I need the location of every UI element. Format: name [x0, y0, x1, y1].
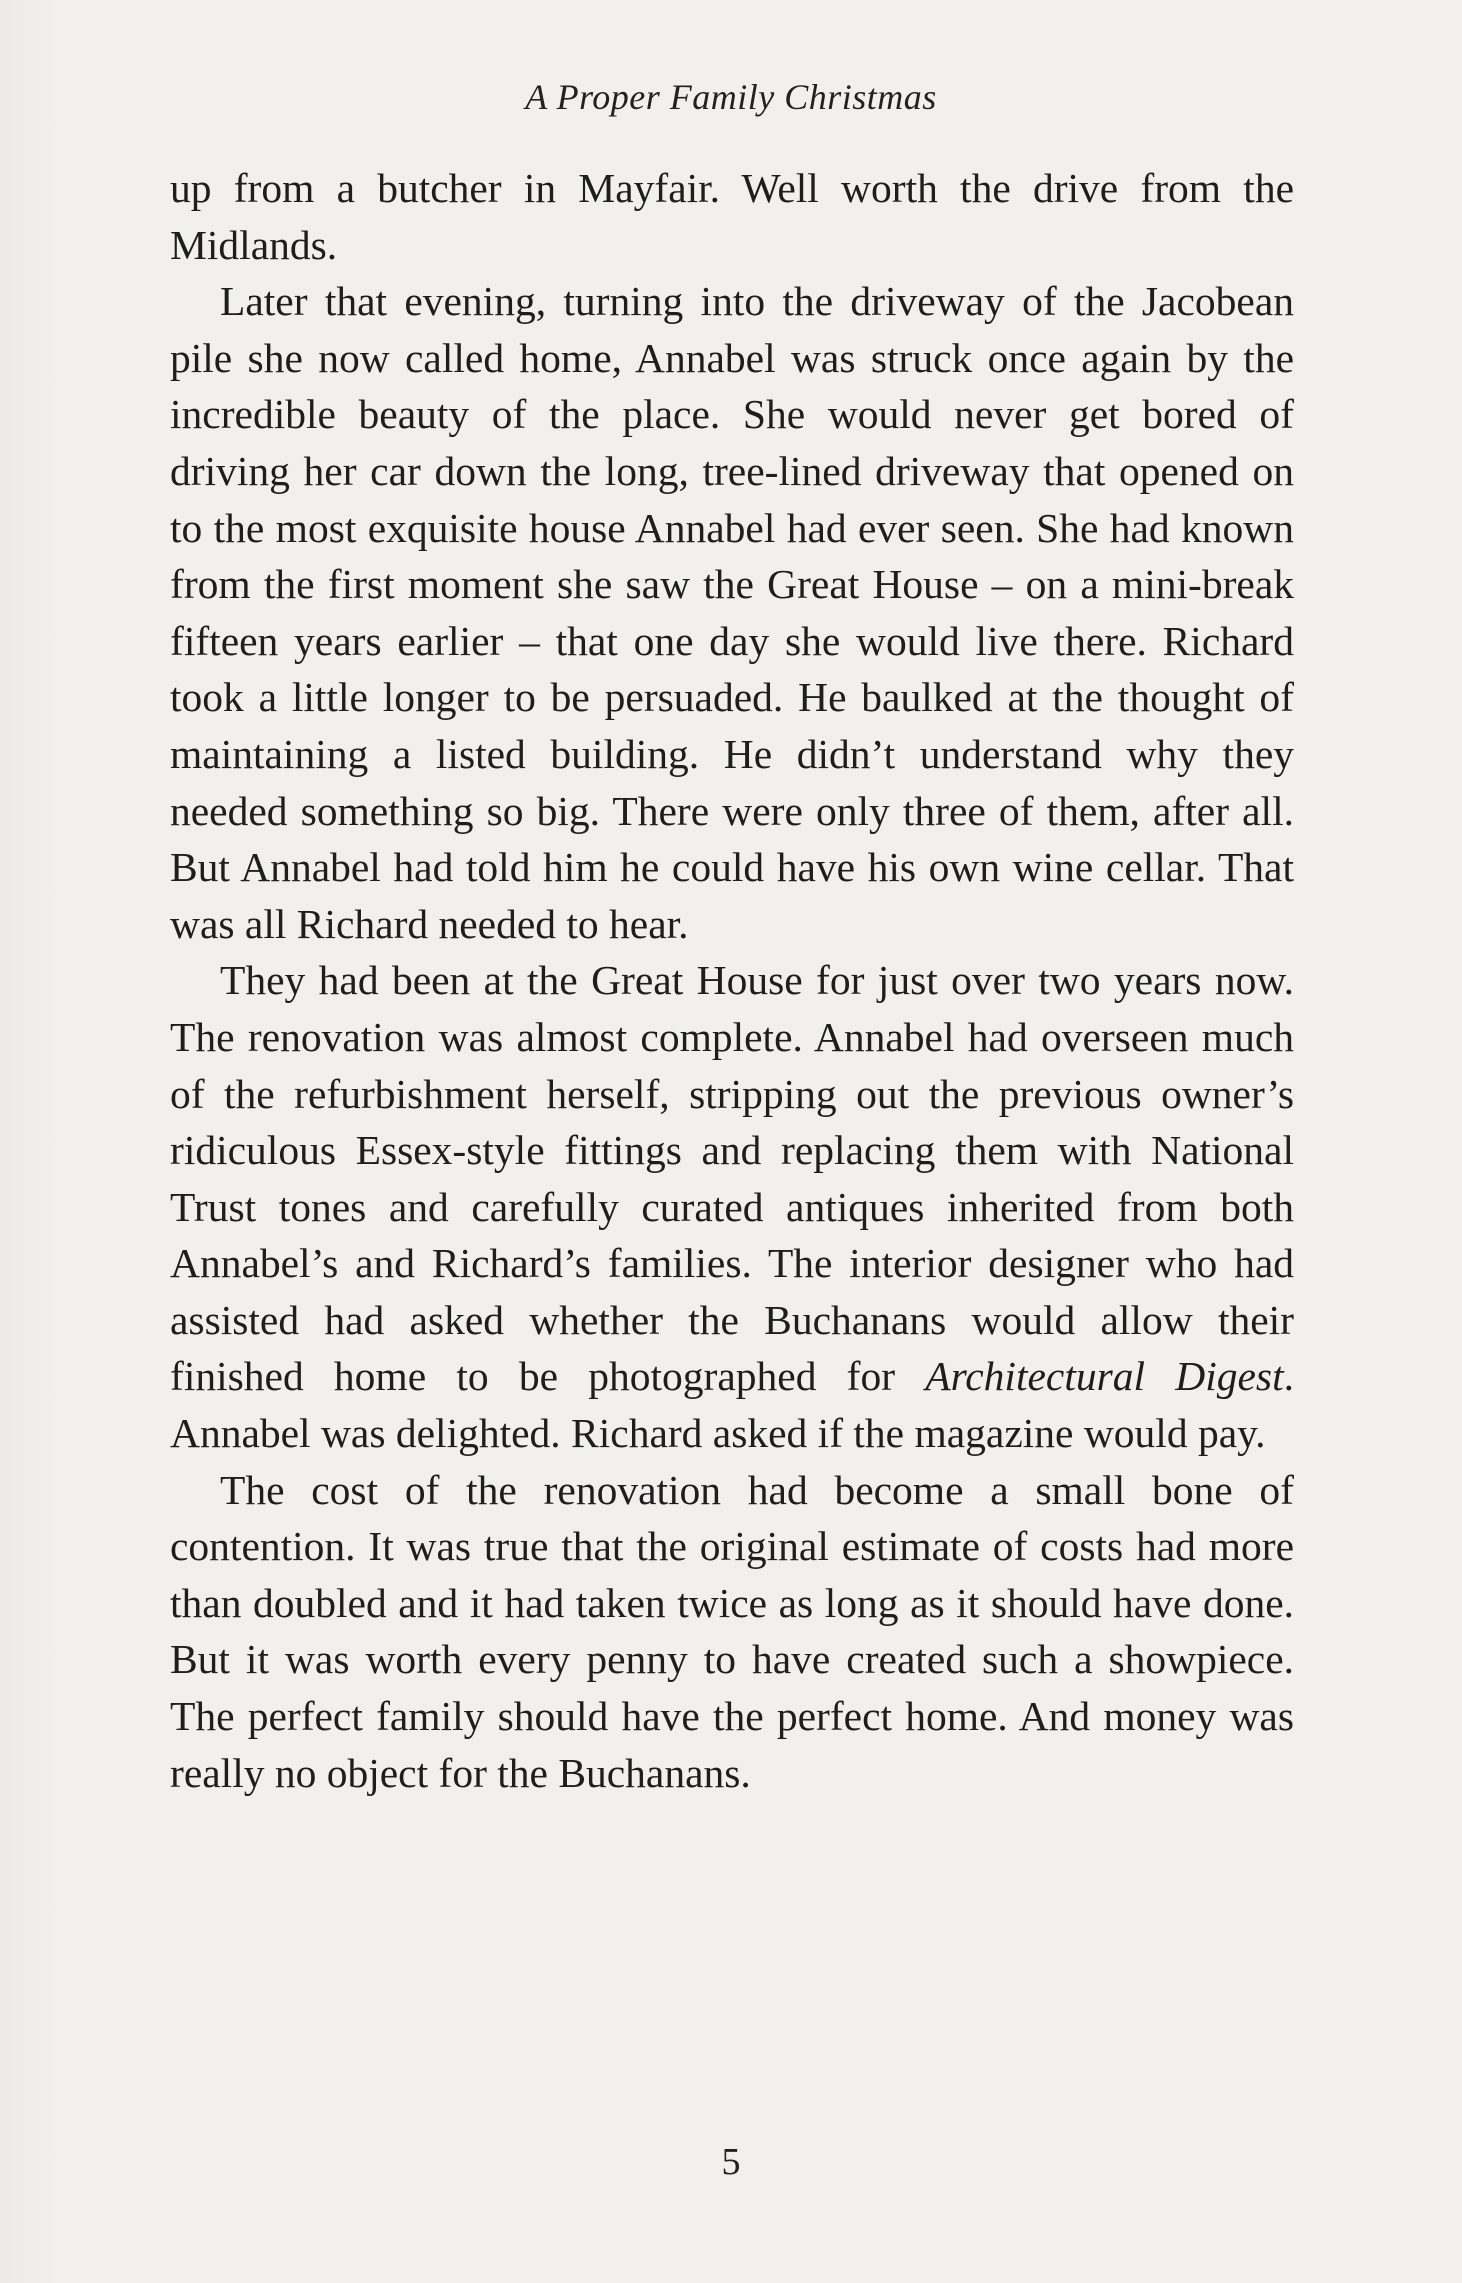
magazine-title: Architectural Digest	[925, 1353, 1284, 1400]
running-head: A Proper Family Christmas	[525, 77, 937, 117]
paragraph-4: The cost of the renovation had become a small bone of contention. It was true that the original estimate of costs had more than doubled and it had taken twice as long as it should have done. But it was worth every penny to have created such a showpiece. The perfect family should have the perfect home. And money was really no object for the Buchanans.	[170, 1466, 1294, 1796]
page-number: 5	[721, 2141, 741, 2183]
body-text	[170, 160, 1294, 1801]
paragraph-3-text-before: They had been at the Great House for just over two years now. The renovation was almost complete. Annabel had overseen much of the refurbishment herself, stripping out the previous owner’s ridiculous Essex-style fittings and replacing them with National Trust tones and carefully curated antiques inherited from both Annabel’s and Richard’s families. The interior designer who had assisted had asked whether the Buchanans would allow their finished home to be photographed for	[170, 957, 1294, 1400]
paragraph-3-text-after: . Annabel was delighted. Richard asked if the magazine would pay.	[170, 1353, 1294, 1457]
paragraph-2: Later that evening, turning into the driveway of the Jacobean pile she now called home, Annabel was struck once again by the incredible beauty of the place. She would never get bored of driving her car down the long, tree-lined driveway that opened on to the most exquisite house Annabel had ever seen. She had known from the first moment she saw the Great House – on a mini-break fifteen years earlier – that one day she would live there. Richard took a little longer to be persuaded. He baulked at the thought of maintaining a listed building. He didn’t understand why they needed something so big. There were only three of them, after all. But Annabel had told him he could have his own wine cellar. That was all Richard needed to hear.	[170, 278, 1294, 947]
paragraph-1: up from a butcher in Mayfair. Well worth the drive from the Midlands.	[170, 165, 1294, 268]
paragraph-3	[170, 952, 1294, 1461]
